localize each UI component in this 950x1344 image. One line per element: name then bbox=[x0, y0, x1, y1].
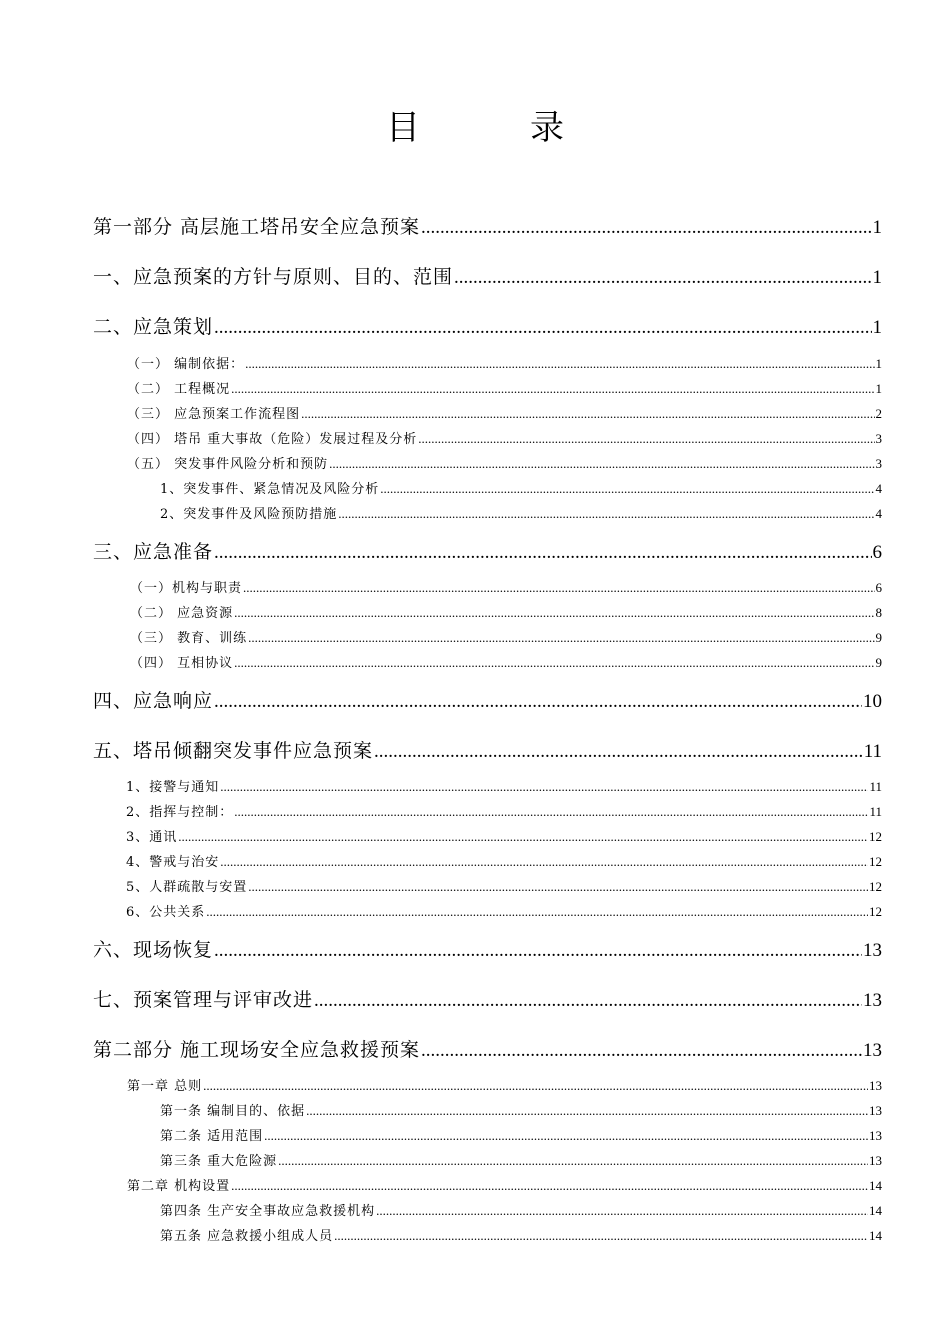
toc-entry-title: 2、突发事件及风险预防措施 bbox=[160, 507, 338, 522]
toc-dot-leader bbox=[338, 506, 874, 522]
toc-entry[interactable] bbox=[130, 627, 882, 646]
toc-entry[interactable] bbox=[93, 312, 882, 339]
toc-dot-leader bbox=[376, 1203, 868, 1219]
toc-dot-leader bbox=[214, 940, 862, 962]
toc-entry[interactable] bbox=[127, 403, 882, 422]
toc-entry-title: 1、突发事件、紧急情况及风险分析 bbox=[160, 482, 380, 497]
toc-entry[interactable] bbox=[127, 428, 882, 447]
toc-entry[interactable] bbox=[160, 1200, 882, 1219]
toc-page-number: 1 bbox=[875, 356, 882, 371]
toc-dot-leader bbox=[314, 990, 862, 1012]
toc-entry[interactable] bbox=[127, 1075, 882, 1094]
toc-page-number: 14 bbox=[869, 1178, 882, 1193]
toc-entry[interactable] bbox=[126, 876, 882, 895]
toc-page-number: 12 bbox=[869, 854, 882, 869]
toc-page-number: 14 bbox=[869, 1228, 882, 1243]
toc-entry[interactable] bbox=[160, 1125, 882, 1144]
toc-entry-title: 1、接警与通知 bbox=[126, 780, 220, 795]
toc-entry-title: 第三条 重大危险源 bbox=[160, 1154, 278, 1169]
toc-dot-leader bbox=[220, 779, 868, 795]
toc-page-number: 8 bbox=[875, 605, 882, 620]
toc-page-number: 14 bbox=[869, 1203, 882, 1218]
toc-dot-leader bbox=[214, 317, 871, 339]
toc-entry-title: 第四条 生产安全事故应急救援机构 bbox=[160, 1204, 376, 1219]
title-char-2: 录 bbox=[530, 108, 564, 148]
toc-entry-title: （一） 编制依据： bbox=[127, 357, 245, 372]
toc-page-number: 10 bbox=[863, 691, 882, 712]
toc-dot-leader bbox=[231, 1178, 868, 1194]
toc-entry-title: （二） 应急资源 bbox=[130, 606, 234, 621]
toc-entry-title: （四） 互相协议 bbox=[130, 656, 234, 671]
toc-page-number: 13 bbox=[869, 1103, 882, 1118]
toc-dot-leader bbox=[329, 456, 874, 472]
toc-page-number: 11 bbox=[869, 779, 882, 794]
toc-dot-leader bbox=[243, 580, 874, 596]
toc-dot-leader bbox=[214, 542, 871, 564]
toc-entry-title: 第二部分 施工现场安全应急救援预案 bbox=[93, 1039, 421, 1061]
toc-page-number: 12 bbox=[869, 879, 882, 894]
toc-dot-leader bbox=[245, 356, 874, 372]
toc-entry-title: 第一章 总则 bbox=[127, 1079, 203, 1094]
toc-entry-title: 五、塔吊倾翻突发事件应急预案 bbox=[93, 740, 374, 762]
toc-entry[interactable] bbox=[127, 378, 882, 397]
toc-dot-leader bbox=[234, 605, 874, 621]
toc-page-number: 4 bbox=[875, 506, 882, 521]
toc-entry[interactable] bbox=[93, 1035, 882, 1062]
toc-entry-title: （一）机构与职责 bbox=[130, 581, 243, 596]
toc-entry-title: （五） 突发事件风险分析和预防 bbox=[127, 457, 329, 472]
toc-entry[interactable] bbox=[93, 935, 882, 962]
toc-dot-leader bbox=[421, 1040, 862, 1062]
toc-entry-title: （四） 塔吊 重大事故（危险）发展过程及分析 bbox=[127, 432, 418, 447]
toc-page-number: 1 bbox=[872, 267, 882, 288]
toc-entry-title: 第二章 机构设置 bbox=[127, 1179, 231, 1194]
toc-dot-leader bbox=[234, 655, 874, 671]
toc-dot-leader bbox=[421, 217, 871, 239]
toc-page-number: 1 bbox=[872, 217, 882, 238]
toc-entry[interactable] bbox=[130, 602, 882, 621]
toc-page-number: 13 bbox=[869, 1128, 882, 1143]
toc-entry[interactable] bbox=[160, 1150, 882, 1169]
toc-page-number: 6 bbox=[872, 542, 882, 563]
title-char-1: 目 bbox=[386, 108, 420, 148]
toc-entry[interactable] bbox=[160, 1225, 882, 1244]
toc-entry-title: （二） 工程概况 bbox=[127, 382, 231, 397]
toc-entry-title: 5、人群疏散与安置 bbox=[126, 880, 248, 895]
toc-page-number: 1 bbox=[872, 317, 882, 338]
toc-dot-leader bbox=[248, 630, 874, 646]
toc-entry[interactable] bbox=[126, 801, 882, 820]
toc-entry-title: 六、现场恢复 bbox=[93, 939, 214, 961]
toc-dot-leader bbox=[178, 829, 868, 845]
toc-page-number: 3 bbox=[875, 431, 882, 446]
toc-entry[interactable] bbox=[127, 453, 882, 472]
toc-entry-title: 3、通讯 bbox=[126, 830, 178, 845]
toc-dot-leader bbox=[278, 1153, 868, 1169]
toc-page-number: 2 bbox=[875, 406, 882, 421]
toc-entry-title: （三） 应急预案工作流程图 bbox=[127, 407, 301, 422]
toc-entry[interactable] bbox=[160, 1100, 882, 1119]
toc-entry-title: 第五条 应急救援小组成人员 bbox=[160, 1229, 334, 1244]
toc-entry-title: 第一条 编制目的、依据 bbox=[160, 1104, 306, 1119]
toc-dot-leader bbox=[306, 1103, 868, 1119]
toc-entry-title: 第二条 适用范围 bbox=[160, 1129, 264, 1144]
toc-dot-leader bbox=[234, 804, 868, 820]
toc-page-number: 3 bbox=[875, 456, 882, 471]
toc-page-number: 13 bbox=[863, 1040, 882, 1061]
toc-dot-leader bbox=[231, 381, 874, 397]
toc-entry-title: 2、指挥与控制： bbox=[126, 805, 234, 820]
toc-page-number: 9 bbox=[875, 655, 882, 670]
toc-page-number: 13 bbox=[863, 940, 882, 961]
toc-entry[interactable] bbox=[126, 901, 882, 920]
toc-entry-title: 七、预案管理与评审改进 bbox=[93, 989, 314, 1011]
toc-dot-leader bbox=[454, 267, 871, 289]
toc-page-number: 9 bbox=[875, 630, 882, 645]
toc-page-number: 13 bbox=[863, 990, 882, 1011]
toc-entry[interactable] bbox=[93, 537, 882, 564]
toc-page-number: 11 bbox=[863, 741, 882, 762]
toc-entry-title: 6、公共关系 bbox=[126, 905, 206, 920]
toc-dot-leader bbox=[214, 691, 862, 713]
toc-entry[interactable] bbox=[127, 353, 882, 372]
toc-dot-leader bbox=[380, 481, 874, 497]
toc-dot-leader bbox=[264, 1128, 868, 1144]
toc-page-number: 13 bbox=[869, 1153, 882, 1168]
toc-page-number: 4 bbox=[875, 481, 882, 496]
toc-entry[interactable] bbox=[93, 262, 882, 289]
toc-entry[interactable] bbox=[126, 826, 882, 845]
toc-page-number: 11 bbox=[869, 804, 882, 819]
toc-entry-title: 第一部分 高层施工塔吊安全应急预案 bbox=[93, 216, 421, 238]
toc-entry[interactable] bbox=[93, 736, 882, 763]
toc-entry-title: 4、警戒与治安 bbox=[126, 855, 220, 870]
toc-page-number: 1 bbox=[875, 381, 882, 396]
toc-page-number: 12 bbox=[869, 829, 882, 844]
toc-entry-title: 一、应急预案的方针与原则、目的、范围 bbox=[93, 266, 454, 288]
toc-dot-leader bbox=[418, 431, 874, 447]
toc-entry[interactable] bbox=[160, 478, 882, 497]
toc-dot-leader bbox=[301, 406, 874, 422]
toc-entry[interactable] bbox=[127, 1175, 882, 1194]
toc-entry-title: （三） 教育、训练 bbox=[130, 631, 248, 646]
toc-page-number: 13 bbox=[869, 1078, 882, 1093]
toc-dot-leader bbox=[334, 1228, 868, 1244]
toc-dot-leader bbox=[203, 1078, 868, 1094]
toc-entry[interactable] bbox=[93, 686, 882, 713]
toc-dot-leader bbox=[220, 854, 868, 870]
toc-entry-title: 三、应急准备 bbox=[93, 541, 214, 563]
toc-entry[interactable] bbox=[126, 776, 882, 795]
toc-entry[interactable] bbox=[130, 652, 882, 671]
toc-dot-leader bbox=[206, 904, 868, 920]
toc-entry[interactable] bbox=[93, 212, 882, 239]
toc-entry[interactable] bbox=[130, 577, 882, 596]
page-title bbox=[0, 100, 950, 149]
toc-entry[interactable] bbox=[126, 851, 882, 870]
toc-entry-title: 四、应急响应 bbox=[93, 690, 214, 712]
toc-entry[interactable] bbox=[160, 503, 882, 522]
toc-entry[interactable] bbox=[93, 985, 882, 1012]
toc-dot-leader bbox=[248, 879, 868, 895]
toc-page-number: 6 bbox=[875, 580, 882, 595]
toc-dot-leader bbox=[374, 741, 863, 763]
toc-page-number: 12 bbox=[869, 904, 882, 919]
toc-entry-title: 二、应急策划 bbox=[93, 316, 214, 338]
